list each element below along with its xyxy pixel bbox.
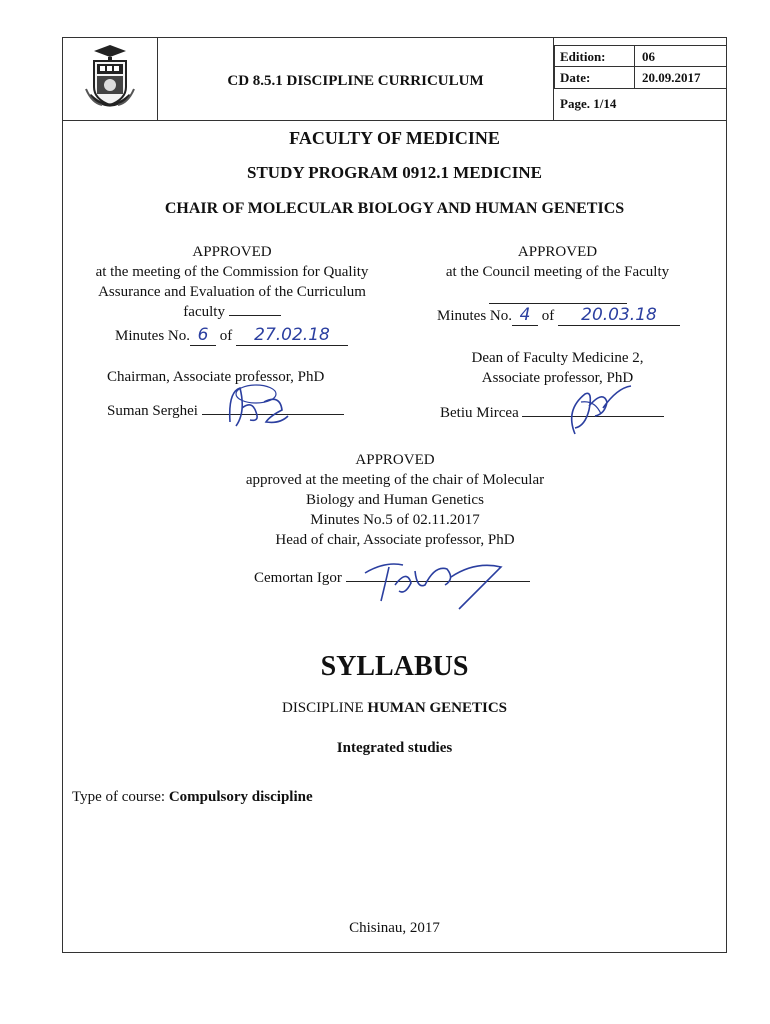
- of-label: of: [541, 308, 555, 324]
- approval-left-title: APPROVED: [192, 244, 272, 260]
- page-number: Page. 1/14: [560, 96, 617, 111]
- course-type-label: Type of course:: [72, 789, 169, 805]
- minutes-date-handwritten: 27.02.18: [236, 325, 348, 346]
- discipline-prefix: DISCIPLINE: [281, 700, 368, 716]
- course-type-value: Compulsory discipline: [168, 789, 313, 805]
- document-header: [62, 37, 727, 121]
- approval-center-block: [200, 450, 590, 550]
- approval-center-minutes: Minutes No.5 of 02.11.2017: [310, 512, 480, 528]
- approval-left-role: Chairman, Associate professor, PhD: [107, 369, 325, 385]
- of-label: of: [219, 328, 233, 344]
- approval-left-block: [72, 242, 392, 322]
- approval-right-role-line1: Dean of Faculty Medicine 2,: [471, 350, 644, 366]
- signature-cemortan-icon: [355, 555, 515, 615]
- approval-right-block: [425, 242, 690, 310]
- logo-cell: [62, 37, 158, 120]
- approval-center-role: Head of chair, Associate professor, PhD: [275, 532, 515, 548]
- minutes-number-handwritten: 4: [512, 305, 538, 326]
- page-row: [554, 93, 727, 115]
- approval-left-minutes: [115, 325, 348, 346]
- document-meta: [554, 37, 727, 120]
- approval-left-line1: at the meeting of the Commission for Quality: [95, 264, 369, 280]
- approval-right-minutes: [437, 305, 680, 326]
- discipline-name: HUMAN GENETICS: [367, 700, 508, 716]
- signature-betiu-icon: [545, 380, 645, 440]
- date-value: 20.09.2017: [642, 70, 701, 85]
- approval-left-line2: Assurance and Evaluation of the Curriculum: [98, 284, 366, 300]
- approval-center-line1: approved at the meeting of the chair of Molecular: [245, 472, 545, 488]
- city-year: Chisinau, 2017: [349, 920, 440, 936]
- approval-right-name: Betiu Mircea: [440, 405, 519, 421]
- faculty-heading: FACULTY OF MEDICINE: [289, 128, 500, 148]
- university-crest-icon: [82, 43, 138, 113]
- syllabus-title: SYLLABUS: [320, 651, 469, 682]
- approval-right-role-line2: Associate professor, PhD: [481, 370, 634, 386]
- approval-center-line2: Biology and Human Genetics: [306, 492, 484, 508]
- date-row: [554, 67, 727, 89]
- approval-center-name: Cemortan Igor: [254, 570, 342, 586]
- discipline-line: [62, 700, 727, 717]
- minutes-number-handwritten: 6: [190, 325, 216, 346]
- approval-left-line3: faculty: [72, 302, 392, 322]
- minutes-label: Minutes No.: [115, 328, 190, 344]
- studies-type: Integrated studies: [336, 740, 453, 756]
- date-label: Date:: [560, 70, 591, 85]
- approval-center-title: APPROVED: [355, 452, 435, 468]
- study-program-heading: STUDY PROGRAM 0912.1 MEDICINE: [247, 163, 542, 182]
- approval-right-title: APPROVED: [517, 244, 598, 260]
- minutes-date-handwritten: 20.03.18: [558, 305, 680, 326]
- course-type-line: [72, 789, 313, 806]
- edition-label: Edition:: [560, 49, 606, 64]
- edition-row: [554, 45, 727, 67]
- approval-right-line1: at the Council meeting of the Faculty: [445, 264, 670, 280]
- chair-heading: CHAIR OF MOLECULAR BIOLOGY AND HUMAN GENETICS: [164, 200, 625, 217]
- minutes-label: Minutes No.: [437, 308, 512, 324]
- signature-suman-icon: [210, 382, 300, 432]
- document-title: CD 8.5.1 DISCIPLINE CURRICULUM: [158, 37, 554, 120]
- edition-value: 06: [642, 49, 655, 64]
- approval-left-name: Suman Serghei: [107, 403, 198, 419]
